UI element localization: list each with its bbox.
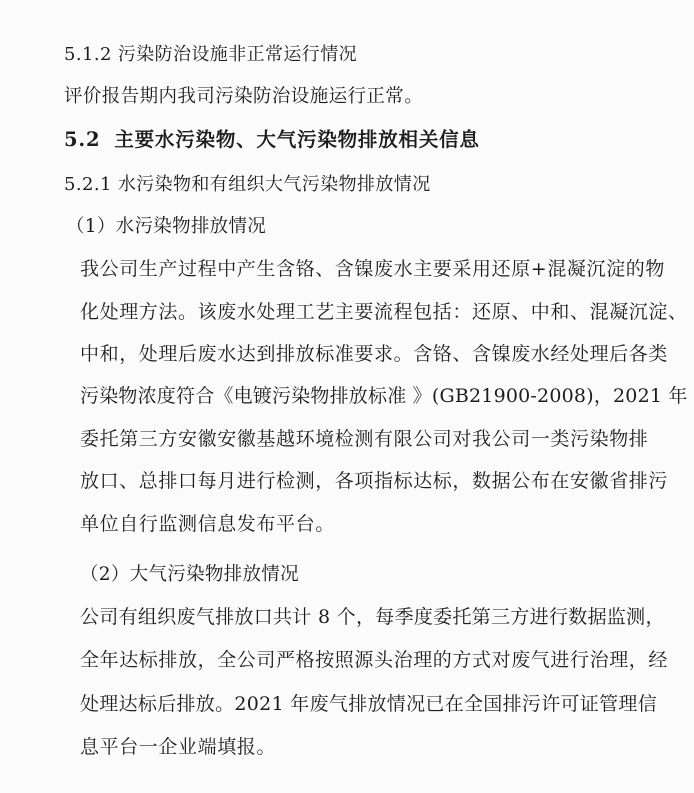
- section-5-2-1-heading: [64, 173, 431, 197]
- air-paragraph-line: 全年达标排放，全公司严格按照源头治理的方式对废气进行治理，经: [80, 649, 669, 671]
- water-paragraph-line: 我公司生产过程中产生含铬、含镍废水主要采用还原+混凝沉淀的物: [80, 258, 665, 280]
- water-paragraph-line: 中和，处理后废水达到排放标准要求。含铬、含镍废水经处理后各类: [80, 343, 669, 365]
- section-5-1-2-text: 评价报告期内我司污染防治设施运行正常。: [64, 86, 424, 107]
- section-5-1-2-title: 污染防治设施非正常运行情况: [117, 44, 358, 65]
- section-5-2-title: 主要水污染物、大气污染物排放相关信息: [114, 128, 480, 151]
- air-paragraph-line: 息平台一企业端填报。: [80, 736, 277, 758]
- water-paragraph-line: 放口、总排口每月进行检测，各项指标达标，数据公布在安徽省排污: [80, 470, 669, 492]
- section-5-1-2-heading: [64, 43, 357, 67]
- section-5-2-1-title: 水污染物和有组织大气污染物排放情况: [117, 174, 431, 195]
- air-pollutant-heading: （2）大气污染物排放情况: [80, 564, 299, 585]
- section-5-1-2-number: 5.1.2: [64, 44, 112, 65]
- section-5-2-1-number: 5.2.1: [64, 174, 112, 195]
- water-paragraph-line: 污染物浓度符合《电镀污染物排放标准 》(GB21900-2008)，2021 年: [80, 385, 688, 407]
- water-paragraph-line: 委托第三方安徽安徽基越环境检测有限公司对我公司一类污染物排: [80, 428, 649, 450]
- air-paragraph-line: 处理达标后排放。2021 年废气排放情况已在全国排污许可证管理信: [80, 693, 657, 715]
- air-paragraph-line: 公司有组织废气排放口共计 8 个，每季度委托第三方进行数据监测，: [80, 606, 665, 628]
- section-5-2-heading: [64, 128, 480, 152]
- water-pollutant-heading: （1）水污染物排放情况: [66, 216, 267, 237]
- section-5-2-number: 5.2: [64, 128, 101, 151]
- water-paragraph-line: 化处理方法。该废水处理工艺主要流程包括：还原、中和、混凝沉淀、: [80, 301, 688, 323]
- water-paragraph-line: 单位自行监测信息发布平台。: [80, 513, 335, 535]
